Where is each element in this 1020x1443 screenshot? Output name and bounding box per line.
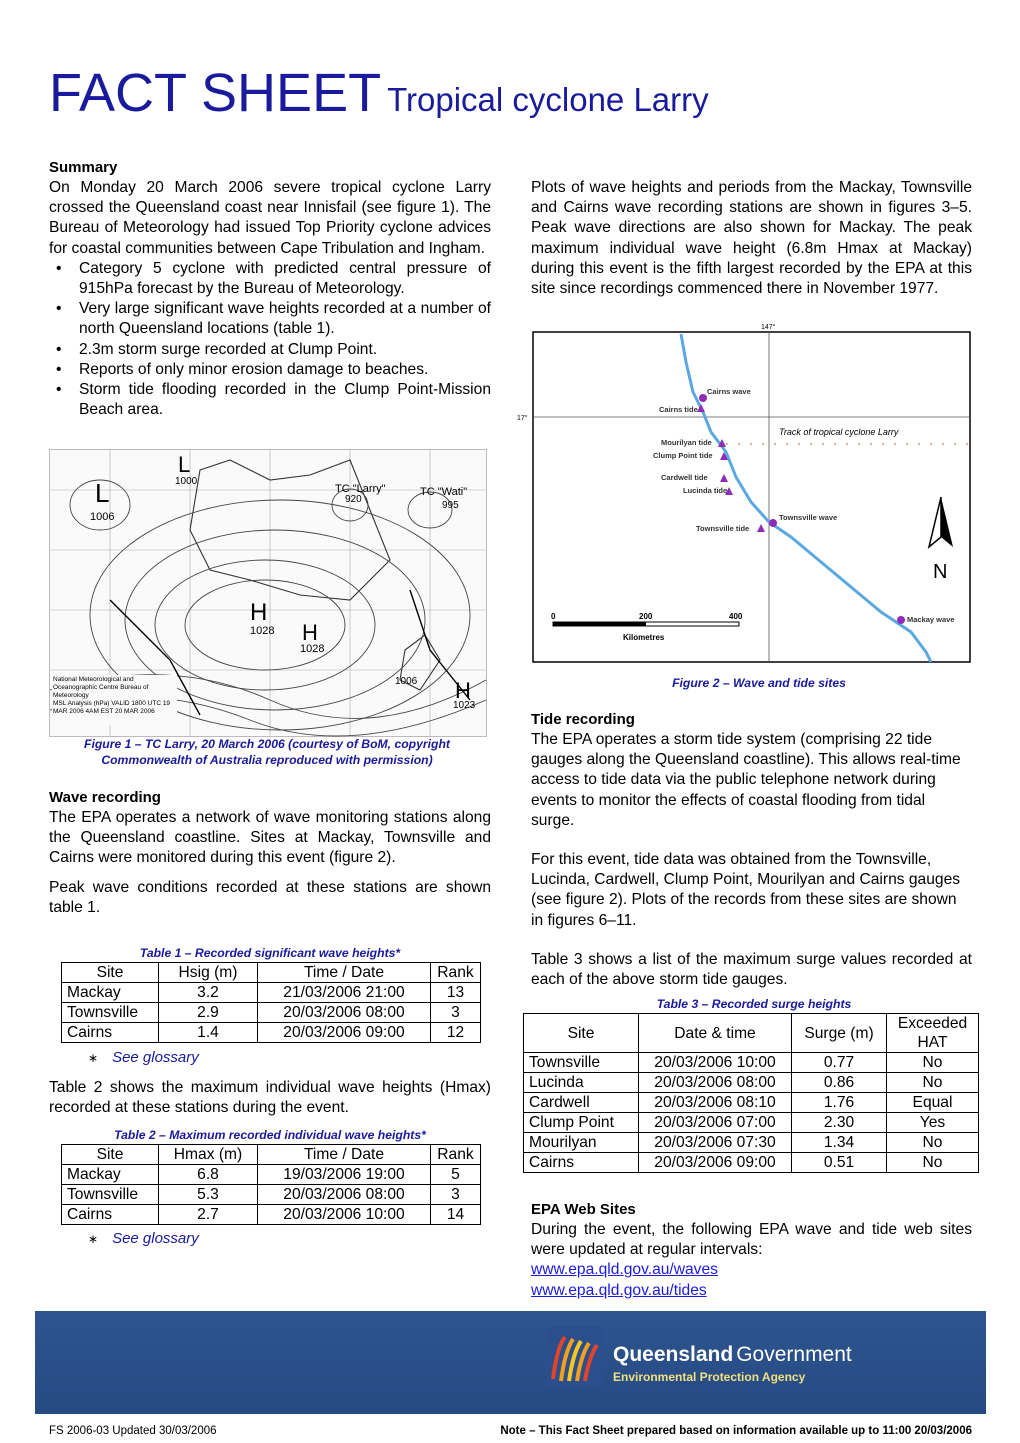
table-row [524, 1153, 979, 1173]
map-pressure: 920 [345, 494, 362, 505]
glossary-star: ∗ [88, 1232, 99, 1246]
tides-link[interactable]: www.epa.qld.gov.au/tides [531, 1281, 707, 1299]
table-cell: 12 [431, 1023, 481, 1043]
footer-left: FS 2006-03 Updated 30/03/2006 [49, 1425, 217, 1437]
summary-section [49, 158, 491, 420]
tide-para-1: The EPA operates a storm tide system (comprising 22 tide gauges along the Queensland coastline). This allows real-time access to tide data via the public telephone network during events to monitor the effects of coastal flooding from tidal surge. [531, 731, 961, 829]
table-cell: 21/03/2006 21:00 [258, 983, 431, 1003]
table-cell: 3 [431, 1003, 481, 1023]
web-text: During the event, the following EPA wave and tide web sites were updated at regular intervals: [531, 1221, 972, 1259]
wave-section [49, 788, 491, 918]
table-cell: 20/03/2006 07:00 [639, 1113, 792, 1133]
table-header: Rank [431, 963, 481, 983]
map-label-high: H [302, 620, 318, 645]
map-credit: National Meteorological and Oceanographic Centre Bureau of Meteorology [53, 676, 149, 699]
glossary-note: See glossary [112, 1230, 199, 1247]
table-cell: 1.4 [159, 1023, 258, 1043]
table-header: Site [62, 963, 159, 983]
table-cell: 6.8 [159, 1165, 258, 1185]
glossary-note: See glossary [112, 1049, 199, 1066]
map-cyclone-larry: TC "Larry" [335, 483, 386, 495]
table-row [524, 1113, 979, 1133]
table-header-row [62, 1145, 481, 1165]
table-row [524, 1053, 979, 1073]
site-label: Clump Point tide [653, 451, 713, 460]
table-header: Site [62, 1145, 159, 1165]
scale-tick: 400 [729, 612, 743, 621]
wave-para-2: Peak wave conditions recorded at these stations are shown table 1. [49, 878, 491, 916]
table-row [524, 1093, 979, 1113]
figure1-caption: Figure 1 – TC Larry, 20 March 2006 (courtesy of BoM, copyright Commonwealth of Australia reproduced with permission) [84, 737, 450, 767]
table-cell: 0.51 [792, 1153, 887, 1173]
site-label: Lucinda tide [683, 486, 728, 495]
summary-intro: On Monday 20 March 2006 severe tropical cyclone Larry crossed the Queensland coast near Innisfail (see figure 1). The Bureau of Meteorology had issued Top Priority cyclone advices for coastal communities between Cape Tribulation and Ingham. [49, 179, 491, 257]
page-title [49, 62, 709, 124]
site-label: Mackay wave [907, 615, 955, 624]
table-cell: 20/03/2006 08:00 [639, 1073, 792, 1093]
site-label: Mourilyan tide [661, 438, 712, 447]
table-cell: 3 [431, 1185, 481, 1205]
table2-intro: Table 2 shows the maximum individual wave heights (Hmax) recorded at these stations during the event. [49, 1079, 491, 1117]
track-label: Track of tropical cyclone Larry [779, 427, 899, 437]
north-label: N [933, 561, 948, 583]
bullet-item: • Reports of only minor erosion damage to beaches. [49, 360, 491, 380]
table-cell: No [887, 1153, 979, 1173]
table-cell: 20/03/2006 08:00 [258, 1003, 431, 1023]
table-cell: Cardwell [524, 1093, 639, 1113]
table-row [62, 1185, 481, 1205]
table-cell: 20/03/2006 08:10 [639, 1093, 792, 1113]
table2 [61, 1144, 481, 1225]
table-header: Time / Date [258, 963, 431, 983]
table-cell: Clump Point [524, 1113, 639, 1133]
table-header: Site [524, 1014, 639, 1053]
bullet-item: • Storm tide flooding recorded in the Clump Point-Mission Beach area. [49, 380, 491, 420]
table1 [61, 962, 481, 1043]
table3 [523, 1013, 979, 1173]
brand-queensland: Queensland [613, 1343, 734, 1366]
summary-bullets [49, 259, 491, 421]
table-cell: Cairns [524, 1153, 639, 1173]
map-pressure: 1028 [300, 643, 325, 655]
sites-map [517, 322, 987, 666]
scale-unit: Kilometres [623, 633, 665, 642]
map-pressure: 1000 [175, 476, 198, 487]
footer-right: Note – This Fact Sheet prepared based on information available up to 11:00 20/03/2006 [500, 1425, 972, 1437]
tide-heading: Tide recording [531, 711, 635, 728]
table-cell: 20/03/2006 09:00 [258, 1023, 431, 1043]
table-cell: 13 [431, 983, 481, 1003]
map-cyclone-wati: TC "Wati" [420, 486, 468, 498]
table-cell: Mackay [62, 1165, 159, 1185]
table-cell: 2.9 [159, 1003, 258, 1023]
table-header: Rank [431, 1145, 481, 1165]
tide-section [531, 710, 972, 990]
wave-heading: Wave recording [49, 789, 161, 806]
table-row [524, 1073, 979, 1093]
map-pressure: 1006 [90, 511, 115, 523]
agency-name: Environmental Protection Agency [613, 1370, 806, 1384]
table-cell: 1.76 [792, 1093, 887, 1113]
waves-link[interactable]: www.epa.qld.gov.au/waves [531, 1261, 718, 1279]
table-cell: Cairns [62, 1205, 159, 1225]
table-cell: 20/03/2006 08:00 [258, 1185, 431, 1205]
table-cell: Mackay [62, 983, 159, 1003]
table-cell: 5 [431, 1165, 481, 1185]
bullet-item: • 2.3m storm surge recorded at Clump Point. [49, 340, 491, 360]
weather-map-figure [49, 449, 487, 737]
scale-tick: 0 [551, 612, 556, 621]
table-cell: Cairns [62, 1023, 159, 1043]
table1-note [88, 1049, 199, 1066]
table-cell: 2.30 [792, 1113, 887, 1133]
table-header: Hsig (m) [159, 963, 258, 983]
summary-heading: Summary [49, 159, 118, 176]
longitude-label: 147° [761, 324, 776, 331]
table-cell: No [887, 1133, 979, 1153]
tide-para-2: For this event, tide data was obtained from the Townsville, Lucinda, Cardwell, Clump Point, Mourilyan and Cairns gauges (see figure 2). Plots of the records from these sites are shown in figures 6–11. [531, 851, 961, 929]
map-label-high: H [455, 678, 471, 703]
bullet-item: • Very large significant wave heights recorded at a number of north Queensland locations (table 1). [49, 299, 491, 339]
figure2-caption: Figure 2 – Wave and tide sites [672, 676, 846, 690]
table-cell: 5.3 [159, 1185, 258, 1205]
table-cell: 20/03/2006 07:30 [639, 1133, 792, 1153]
table-cell: 3.2 [159, 983, 258, 1003]
latitude-label: 17° [517, 415, 528, 422]
table-row [62, 1023, 481, 1043]
title-sub: Tropical cyclone Larry [387, 81, 709, 118]
brand-name [613, 1343, 852, 1367]
map-pressure: 995 [442, 500, 459, 511]
table-cell: No [887, 1053, 979, 1073]
table-header: Date & time [639, 1014, 792, 1053]
table-header-row [62, 963, 481, 983]
table-cell: 20/03/2006 10:00 [258, 1205, 431, 1225]
table-header: Surge (m) [792, 1014, 887, 1053]
queensland-crest-icon [547, 1327, 603, 1387]
map-label-high: H [250, 599, 268, 626]
table-cell: 20/03/2006 09:00 [639, 1153, 792, 1173]
table-cell: Mourilyan [524, 1133, 639, 1153]
table-cell: 19/03/2006 19:00 [258, 1165, 431, 1185]
table3-caption: Table 3 – Recorded surge heights [656, 997, 852, 1011]
table2-caption: Table 2 – Maximum recorded individual wave heights* [114, 1128, 426, 1142]
web-heading: EPA Web Sites [531, 1201, 636, 1218]
weather-map [50, 450, 486, 736]
table-cell: Townsville [62, 1003, 159, 1023]
map-pressure: 1006 [395, 676, 418, 687]
table-header: Exceeded HAT [887, 1014, 979, 1053]
table-cell: Townsville [524, 1053, 639, 1073]
map-analysis: MSL Analysis (hPa) VALID 1800 UTC 19 MAR 2006 4AM EST 20 MAR 2006 [53, 700, 171, 715]
right-intro: Plots of wave heights and periods from the Mackay, Townsville and Cairns wave recording stations are shown in figures 3–5. Peak wave directions are also shown for Mackay. The peak maximum individual wave height (6.8m Hmax at Mackay) during this event is the fifth largest recorded by the EPA at this site since recordings commenced there in November 1977. [531, 179, 972, 298]
table-cell: Equal [887, 1093, 979, 1113]
table-header: Time / Date [258, 1145, 431, 1165]
table-cell: No [887, 1073, 979, 1093]
table-row [524, 1133, 979, 1153]
map-pressure: 1023 [453, 700, 476, 711]
site-label: Townsville wave [779, 513, 838, 522]
table-cell: 2.7 [159, 1205, 258, 1225]
table-row [62, 1165, 481, 1185]
table-cell: 20/03/2006 10:00 [639, 1053, 792, 1073]
tide-para-3: Table 3 shows a list of the maximum surge values recorded at each of the above storm tide gauges. [531, 950, 972, 989]
site-label: Townsville tide [696, 524, 750, 533]
table-row [62, 1205, 481, 1225]
brand-government: Government [736, 1343, 852, 1366]
table2-note [88, 1230, 199, 1247]
web-section [531, 1200, 972, 1301]
table-cell: Yes [887, 1113, 979, 1133]
table-header-row [524, 1014, 979, 1053]
table1-caption: Table 1 – Recorded significant wave heights* [139, 946, 401, 960]
map-label-low: L [178, 452, 191, 477]
bullet-item: • Category 5 cyclone with predicted central pressure of 915hPa forecast by the Bureau of Meteorology. [49, 259, 491, 299]
site-label: Cairns tide [659, 405, 698, 414]
table-cell: 0.86 [792, 1073, 887, 1093]
site-label: Cardwell tide [661, 473, 708, 482]
scale-tick: 200 [639, 612, 653, 621]
table-cell: 0.77 [792, 1053, 887, 1073]
table-row [62, 1003, 481, 1023]
map-label-low: L [95, 478, 110, 508]
table-cell: Townsville [62, 1185, 159, 1205]
map-pressure: 1028 [250, 625, 275, 637]
table-cell: 1.34 [792, 1133, 887, 1153]
wave-para-1: The EPA operates a network of wave monitoring stations along the Queensland coastline. Sites at Mackay, Townsville and Cairns were monitored during this event (figure 2). [49, 809, 491, 867]
glossary-star: ∗ [88, 1051, 99, 1065]
title-main: FACT SHEET [49, 63, 382, 123]
table-header: Hmax (m) [159, 1145, 258, 1165]
sites-map-figure [517, 322, 987, 666]
footer-banner [35, 1311, 986, 1414]
table-cell: 14 [431, 1205, 481, 1225]
site-label: Cairns wave [707, 387, 751, 396]
table-row [62, 983, 481, 1003]
table-cell: Lucinda [524, 1073, 639, 1093]
